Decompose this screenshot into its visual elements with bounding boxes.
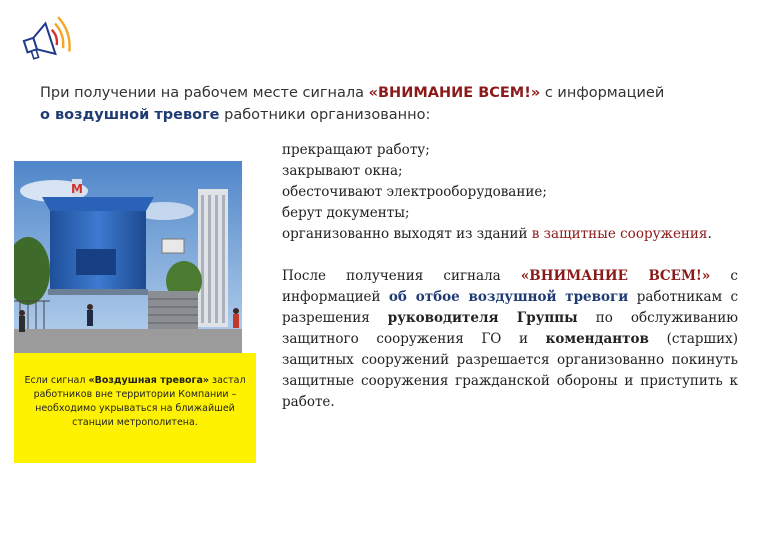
intro-text-5: работники организованно: xyxy=(219,107,431,123)
intro-text-3: с информацией xyxy=(540,85,665,101)
loudspeaker-icon xyxy=(20,14,72,62)
action-item: берут документы; xyxy=(282,205,410,221)
action-item xyxy=(282,224,752,245)
all-clear-phrase: об отбое воздушной тревоги xyxy=(388,289,629,305)
protective-structures-phrase: в защитные сооружения xyxy=(531,226,708,242)
action-text-end: . xyxy=(707,226,712,242)
all-clear-paragraph xyxy=(282,266,738,413)
signal-name-attention: «ВНИМАНИЕ ВСЕМ!» xyxy=(520,268,711,284)
actions-list xyxy=(282,140,752,245)
action-text: организованно выходят из зданий xyxy=(282,226,532,242)
after-text-9: (старших) защитных сооружений разрешается организованно покинуть защитные сооружения гражданской обороны и приступить к работе. xyxy=(282,331,738,410)
after-text-3: с информацией xyxy=(282,268,738,305)
action-item: закрывают окна; xyxy=(282,163,403,179)
outside-territory-note xyxy=(22,374,248,430)
note-text-3: застал работников вне территории Компании – необходимо укрываться на ближайшей станции метрополитена. xyxy=(33,375,246,428)
after-text-5: работникам с разрешения xyxy=(282,289,739,326)
intro-paragraph xyxy=(40,82,740,126)
signal-name-attention: «ВНИМАНИЕ ВСЕМ!» xyxy=(368,85,541,101)
action-item: прекращают работу; xyxy=(282,142,430,158)
intro-text-1: При получении на рабочем месте сигнала xyxy=(40,85,369,101)
metro-entrance-photo xyxy=(14,161,242,353)
air-raid-signal-phrase: «Воздушная тревога» xyxy=(88,375,210,386)
note-text-1: Если сигнал xyxy=(24,375,89,386)
group-head-phrase: руководителя Группы xyxy=(387,310,578,326)
metro-logo: M xyxy=(71,182,83,196)
air-raid-alert-phrase: о воздушной тревоге xyxy=(40,107,220,123)
action-item: обесточивают электрооборудование; xyxy=(282,184,547,200)
after-text-1: После получения сигнала xyxy=(282,268,521,284)
commandants-phrase: комендантов xyxy=(545,331,649,347)
after-text-7: по обслуживанию защитного сооружения ГО и xyxy=(282,310,739,347)
